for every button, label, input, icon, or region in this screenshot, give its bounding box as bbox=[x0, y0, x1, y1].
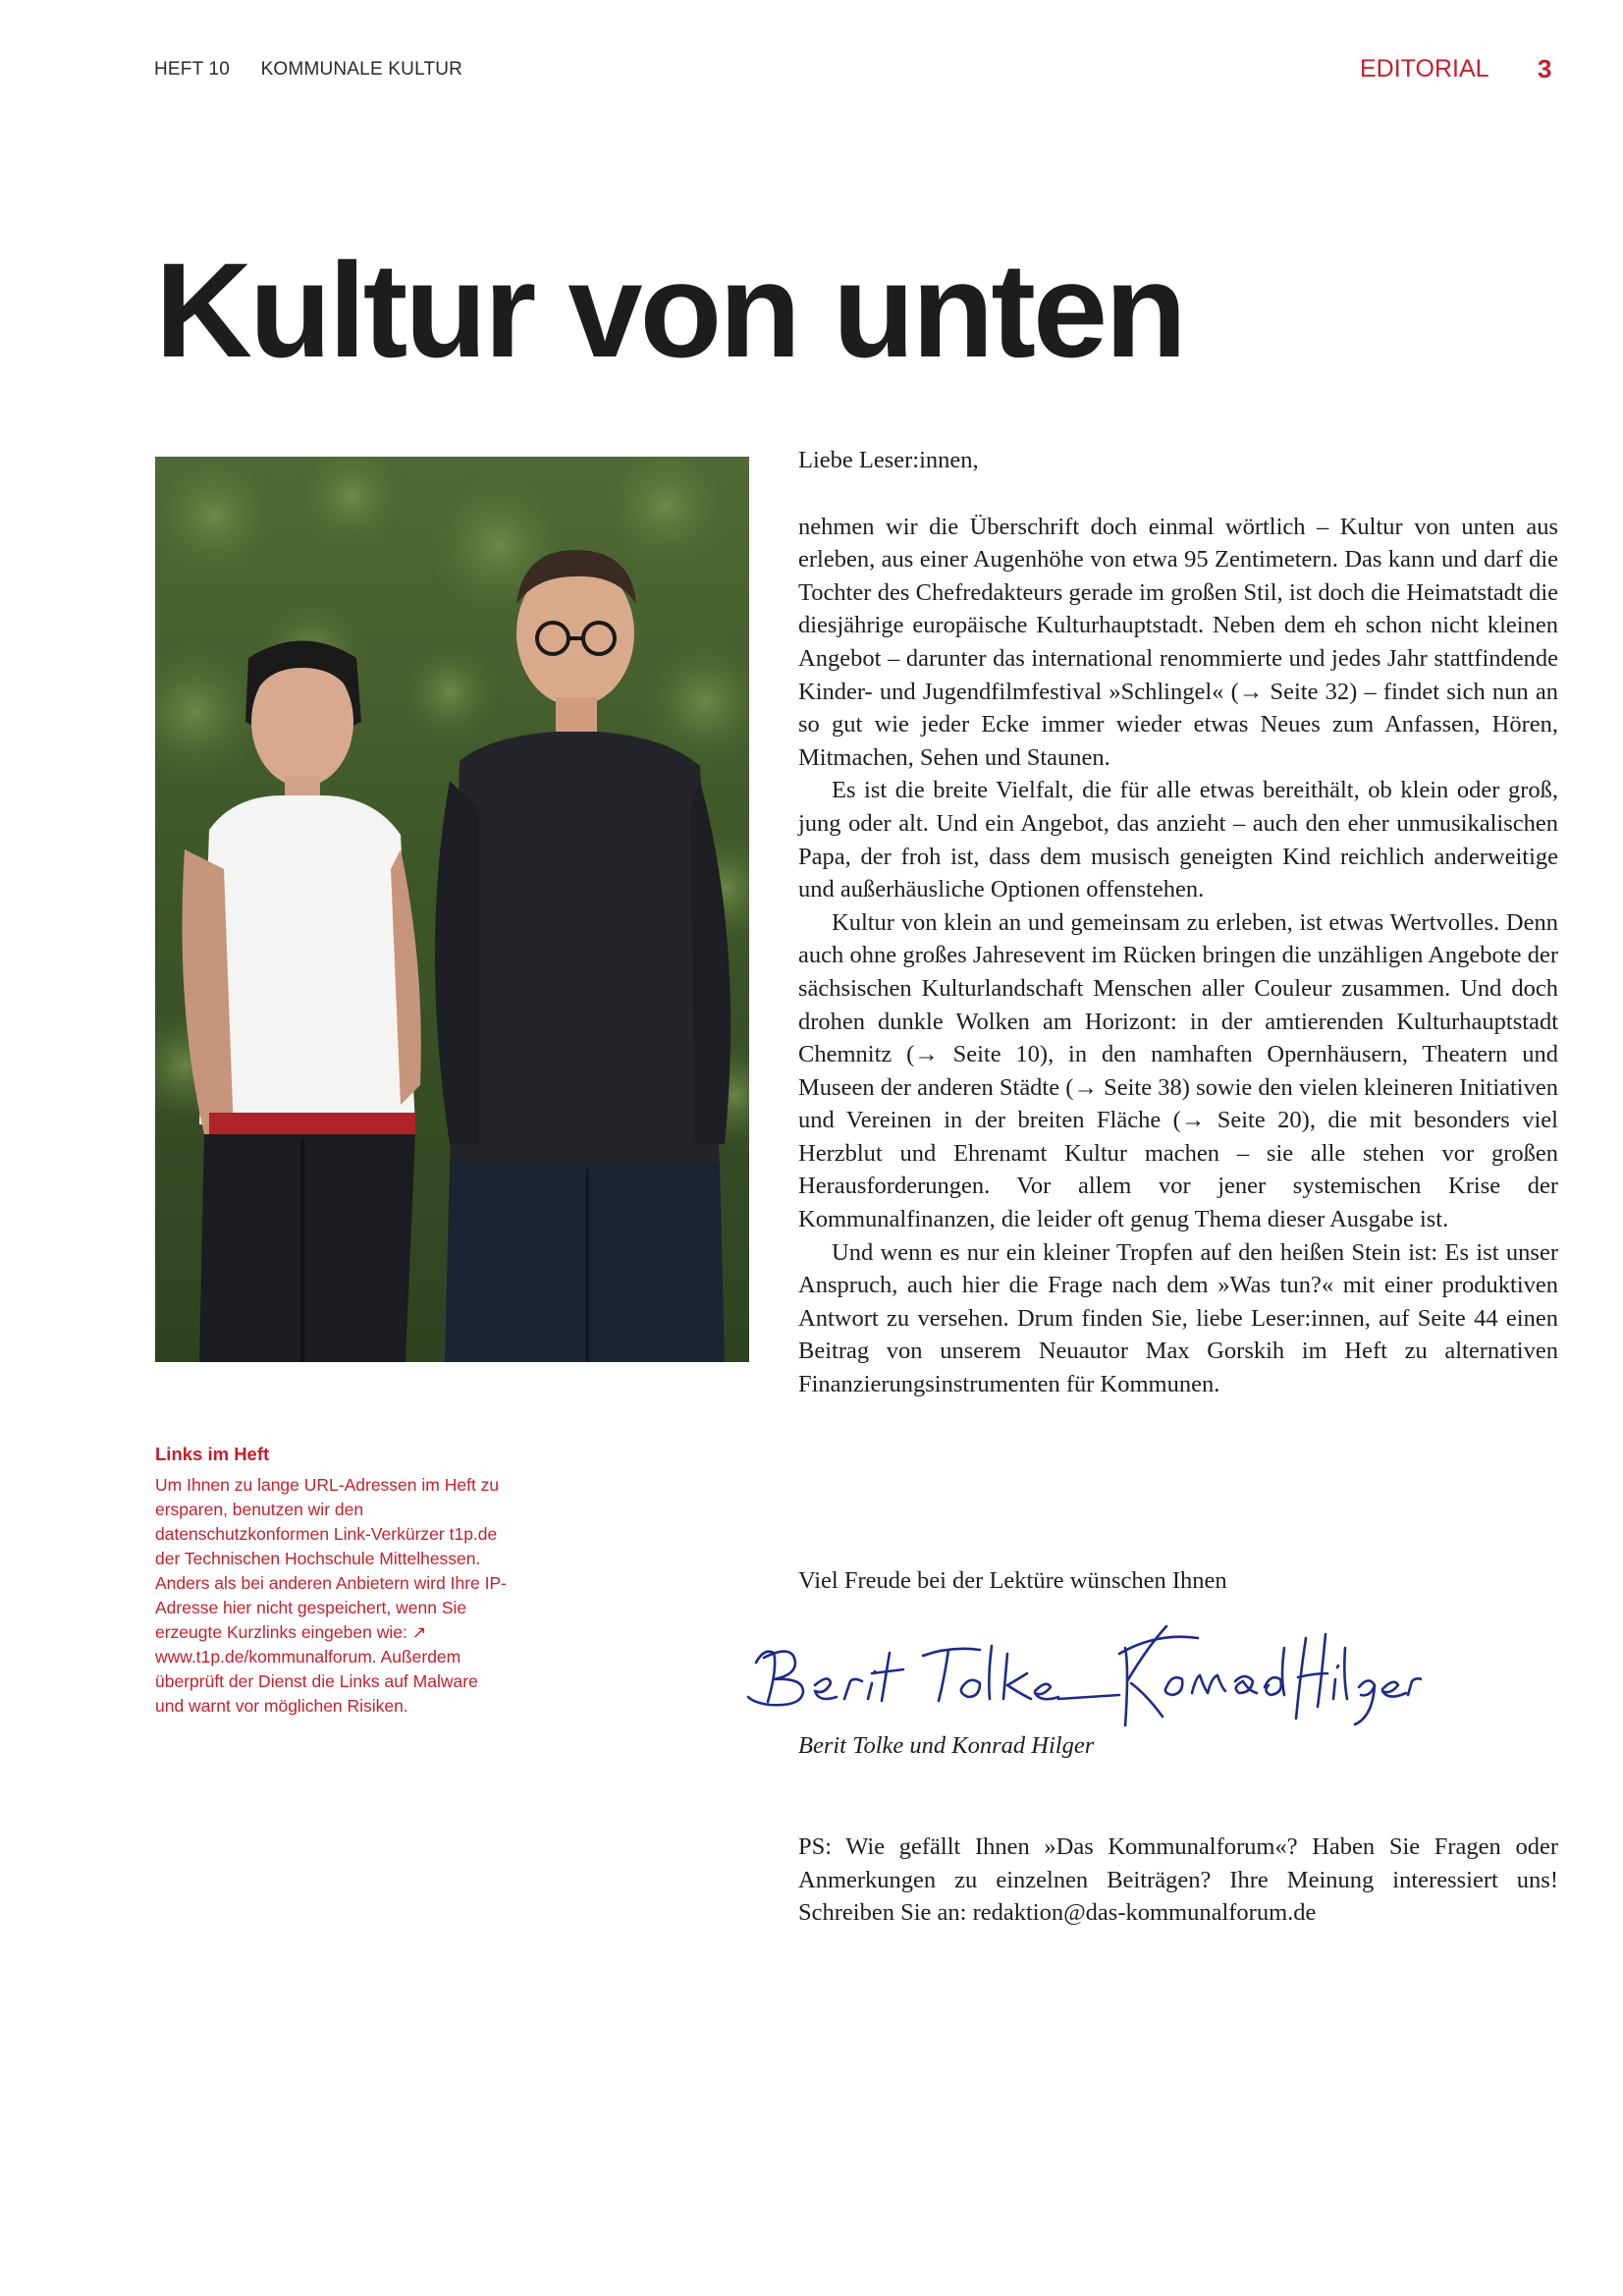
letter-paragraph: nehmen wir die Überschrift doch einmal wörtlich – Kultur von unten aus erleben, aus einer Augenhöhe von etwa 95 Zentimetern. Das kann und darf die Tochter des Chefredakteurs gerade im großen Stil, ist doch die Heimatstadt die diesjährige europäische Kulturhauptstadt. Neben dem eh schon nicht kleinen Angebot – darunter das international renommierte und jedes Jahr stattfindende Kinder- und Jugendfilmfestival »Schlingel« (→ Seite 32) – findet sich nun an so gut wie jeder Ecke immer wieder etwas Neues zum Anfassen, Hören, Mitmachen, Sehen und Staunen. bbox=[798, 513, 1558, 771]
section-label: EDITORIAL bbox=[1360, 55, 1489, 82]
links-info-heading: Links im Heft bbox=[155, 1444, 270, 1464]
letter-paragraph: Kultur von klein an und gemeinsam zu erleben, ist etwas Wertvolles. Denn auch ohne großes Jahresevent im Rücken bringen die unzähligen Angebote der sächsischen Kulturlandschaft Menschen aller Couleur zusammen. Und doch drohen dunkle Wolken am Horizont: in der amtierenden Kulturhauptstadt Chemnitz (→ Seite 10), in den namhaften Opernhäusern, Theatern und Museen der anderen Städte (→ Seite 38) sowie den vielen kleineren Initiativen und Vereinen in der breiten Fläche (→ Seite 20), die mit besonders viel Herzblut und Ehrenamt Kultur machen – sie alle stehen vor großen Herausforderungen. Vor allem vor jener systemischen Krise der Kommunalfinanzen, die leider oft genug Thema dieser Ausgabe ist. bbox=[798, 908, 1558, 1233]
issue-label: HEFT 10 bbox=[154, 59, 231, 80]
letter-greeting: Liebe Leser:innen, bbox=[798, 447, 979, 473]
links-info-box bbox=[155, 1444, 509, 1719]
handwritten-signature bbox=[734, 1609, 1422, 1726]
editorial-letter bbox=[798, 444, 1558, 1401]
editors-portrait-photo bbox=[155, 457, 749, 1362]
letter-paragraph: Und wenn es nur ein kleiner Tropfen auf den heißen Stein ist: Es ist unser Anspruch, auch hier die Frage nach dem »Was tun?« mit einer produktiven Antwort zu versehen. Drum finden Sie, liebe Leser:innen, auf Seite 44 einen Beitrag von unserem Neuautor Max Gorskih im Heft zu alternativen Finanzierungsinstrumenten für Kommunen. bbox=[798, 1238, 1558, 1398]
signers-names: Berit Tolke und Konrad Hilger bbox=[798, 1732, 1095, 1759]
running-header bbox=[154, 59, 462, 81]
page-number: 3 bbox=[1538, 54, 1552, 83]
links-info-text: Um Ihnen zu lange URL-Adressen im Heft zu ersparen, benutzen wir den datenschutzkonformen Link-Verkürzer t1p.de der Technischen Hochschule Mittelhessen. Anders als bei anderen Anbietern wird Ihre IP-Adresse hier nicht gespeichert, wenn Sie erzeugte Kurzlinks eingeben wie: ↗ www.t1p.de/kommunalforum. Außerdem überprüft der Dienst die Links auf Malware und warnt vor möglichen Risiken. bbox=[155, 1475, 507, 1716]
letter-paragraph: Es ist die breite Vielfalt, die für alle etwas bereithält, ob klein oder groß, jung oder alt. Und ein Angebot, das anzieht – auch den eher unmusikalischen Papa, der froh ist, dass dem musisch geneigten Kind reichlich anderweitige und außerhäusliche Optionen offenstehen. bbox=[798, 777, 1558, 903]
postscript: PS: Wie gefällt Ihnen »Das Kommunalforum«? Haben Sie Fragen oder Anmerkungen zu einzelnen Beiträgen? Ihre Meinung interessiert uns! Schreiben Sie an: redaktion@das-kommunalforum.de bbox=[798, 1833, 1558, 1927]
letter-closing: Viel Freude bei der Lektüre wünschen Ihnen bbox=[798, 1567, 1227, 1594]
page-title: Kultur von unten bbox=[155, 236, 1184, 386]
topic-label: KOMMUNALE KULTUR bbox=[260, 59, 463, 80]
